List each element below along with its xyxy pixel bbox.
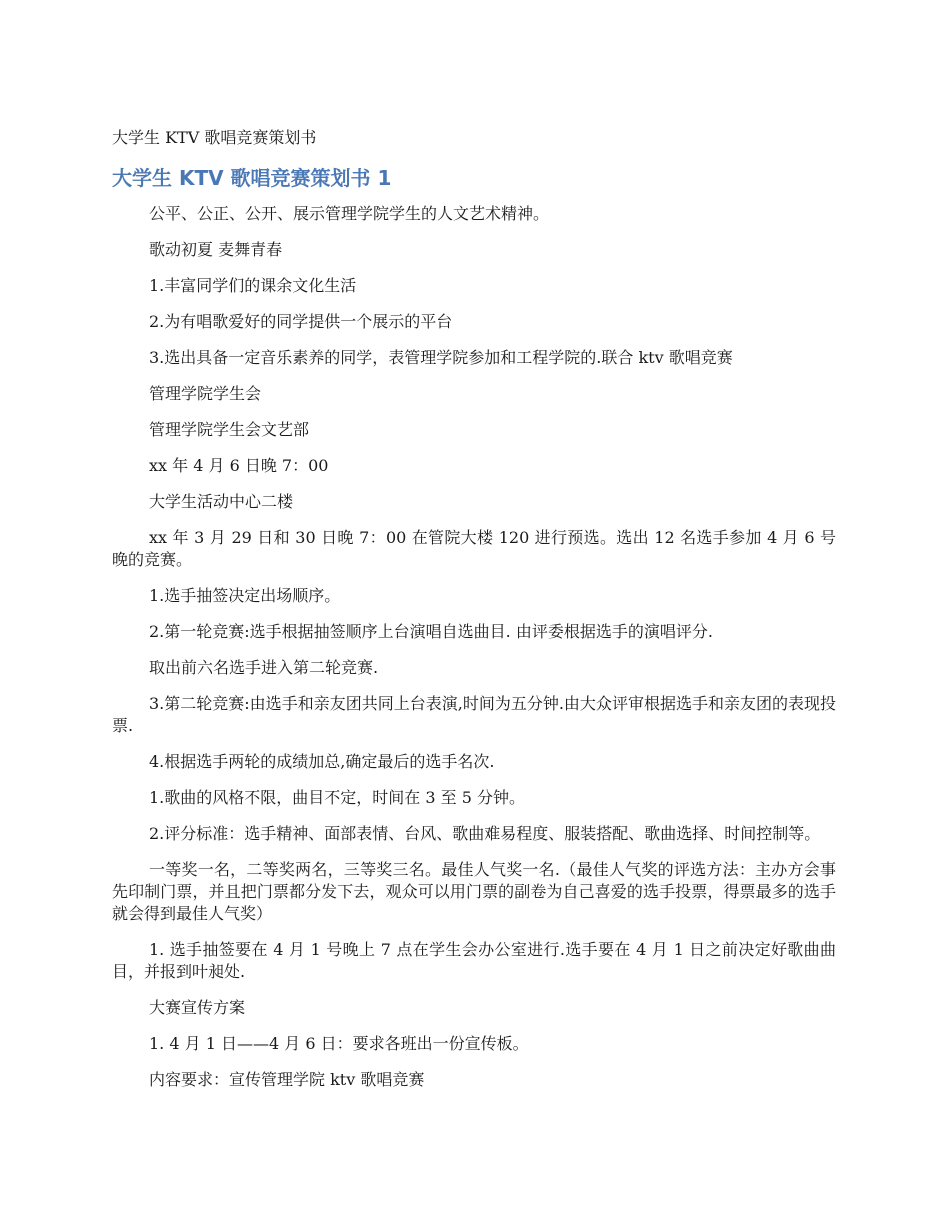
paragraph: 2.第一轮竞赛:选手根据抽签顺序上台演唱自选曲目. 由评委根据选手的演唱评分.: [149, 622, 713, 641]
paragraph: 大学生活动中心二楼: [149, 492, 294, 511]
paragraph: 管理学院学生会文艺部: [149, 420, 310, 439]
paragraph: 3.第二轮竞赛:由选手和亲友团共同上台表演,时间为五分钟.由大众评审根据选手和亲友团的表现投票.: [112, 694, 836, 735]
paragraph: 取出前六名选手进入第二轮竞赛.: [149, 658, 379, 677]
document-title: 大学生 KTV 歌唱竞赛策划书: [112, 128, 317, 147]
paragraph: xx 年 3 月 29 日和 30 日晚 7：00 在管院大楼 120 进行预选。选出 12 名选手参加 4 月 6 号晚的竞赛。: [112, 528, 836, 569]
paragraph: 管理学院学生会: [149, 384, 262, 403]
document-body: [112, 203, 836, 1105]
paragraph: 1.选手抽签决定出场顺序。: [149, 586, 341, 605]
paragraph: 1.歌曲的风格不限，曲目不定，时间在 3 至 5 分钟。: [149, 788, 525, 807]
paragraph: 公平、公正、公开、展示管理学院学生的人文艺术精神。: [149, 204, 550, 223]
paragraph: 1. 选手抽签要在 4 月 1 号晚上 7 点在学生会办公室进行.选手要在 4 月 1 日之前决定好歌曲曲目，并报到叶昶处.: [112, 940, 836, 981]
paragraph: 3.选出具备一定音乐素养的同学，表管理学院参加和工程学院的.联合 ktv 歌唱竞赛: [149, 348, 733, 367]
paragraph: 内容要求：宣传管理学院 ktv 歌唱竞赛: [149, 1070, 425, 1089]
paragraph: 1.丰富同学们的课余文化生活: [149, 276, 357, 295]
paragraph: xx 年 4 月 6 日晚 7：00: [149, 456, 329, 475]
paragraph: 2.为有唱歌爱好的同学提供一个展示的平台: [149, 312, 453, 331]
section-heading: 大学生 KTV 歌唱竞赛策划书 1: [112, 166, 392, 190]
paragraph: 一等奖一名，二等奖两名，三等奖三名。最佳人气奖一名.（最佳人气奖的评选方法：主办方会事先印制门票，并且把门票都分发下去，观众可以用门票的副卷为自己喜爱的选手投票，得票最多的选手就会得到最佳人气奖）: [112, 860, 836, 923]
paragraph: 4.根据选手两轮的成绩加总,确定最后的选手名次.: [149, 752, 495, 771]
paragraph: 歌动初夏 麦舞青春: [149, 240, 283, 259]
paragraph: 1. 4 月 1 日——4 月 6 日：要求各班出一份宣传板。: [149, 1034, 529, 1053]
paragraph: 2.评分标准：选手精神、面部表情、台风、歌曲难易程度、服装搭配、歌曲选择、时间控制等。: [149, 824, 821, 843]
paragraph: 大赛宣传方案: [149, 998, 246, 1017]
